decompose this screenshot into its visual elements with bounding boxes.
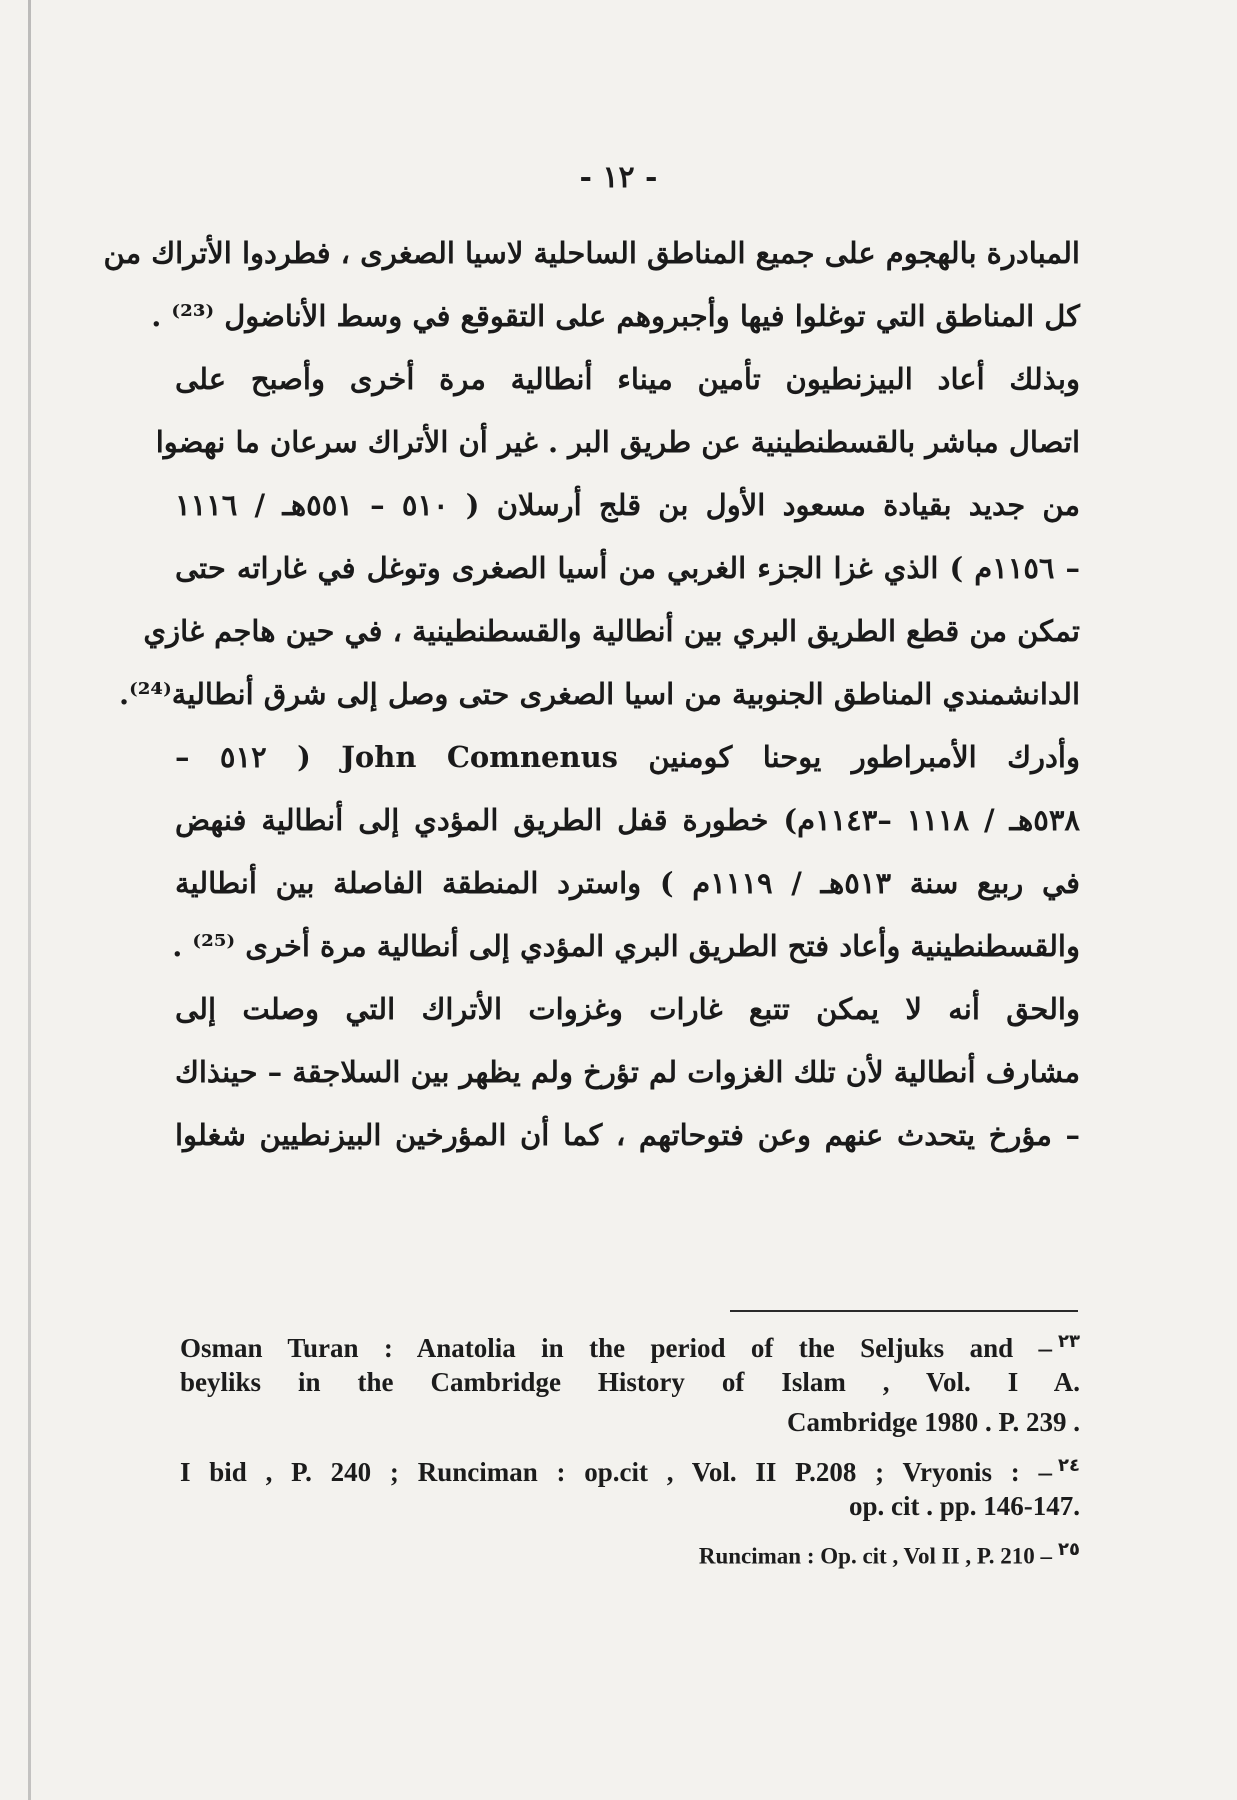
scan-edge [28,0,31,1800]
body-line: تمكن من قطع الطريق البري بين أنطالية والقسطنطينية ، في حين هاجم غازي [143,614,1080,648]
body-line: كل المناطق التي توغلوا فيها وأجبروهم على التقوقع في وسط الأناضول ⁽²³⁾ . [151,299,1080,333]
body-line: مشارف أنطالية لأن تلك الغزوات لم تؤرخ ولم يظهر بين السلاجقة – حينذاك [174,1055,1080,1089]
body-line: – ١١٥٦م ) الذي غزا الجزء الغربي من أسيا الصغرى وتوغل في غاراته حتى [175,551,1080,585]
footnote-23-line: beyliks in the Cambridge History of Islam , Vol. I A. [180,1367,1080,1397]
body-line: وأدرك الأمبراطور يوحنا كومنين John Comnenus ( ٥١٢ – [175,740,1080,774]
footnote-marker: ٢٣ [1058,1331,1080,1352]
body-line: وبذلك أعاد البيزنطيون تأمين ميناء أنطالية مرة أخرى وأصبح على [175,362,1080,396]
footnote-24-line: op. cit . pp. 146-147. [848,1491,1080,1521]
body-line: الدانشمندي المناطق الجنوبية من اسيا الصغرى حتى وصل إلى شرق أنطالية⁽²⁴⁾. [119,677,1080,711]
body-text [103,222,1081,1167]
body-line: في ربيع سنة ٥١٣هـ / ١١١٩م ) واسترد المنطقة الفاصلة بين أنطالية [175,866,1080,900]
footnote-rule [730,1310,1078,1312]
body-line: ٥٣٨هـ / ١١١٨ –١١٤٣م) خطورة قفل الطريق المؤدي إلى أنطالية فنهض [175,803,1080,837]
footnote-text: Runciman : Op. cit , Vol II , P. 210 – [698,1543,1053,1569]
body-line: والحق أنه لا يمكن تتبع غارات وغزوات الأتراك التي وصلت إلى [175,992,1080,1026]
footnote-marker: ٢٤ [1058,1455,1080,1476]
footnote-24-line [180,1446,1080,1486]
footnote-text: Osman Turan : Anatolia in the period of the Seljuks and – [180,1333,1053,1363]
body-line: اتصال مباشر بالقسطنطينية عن طريق البر . غير أن الأتراك سرعان ما نهضوا [155,425,1080,459]
footnote-23-line: Cambridge 1980 . P. 239 . [786,1407,1080,1437]
footnote-text: I bid , P. 240 ; Runciman : op.cit , Vol. II P.208 ; Vryonis : – [180,1457,1053,1487]
body-line: والقسطنطينية وأعاد فتح الطريق البري المؤدي إلى أنطالية مرة أخرى ⁽²⁵⁾ . [172,929,1080,963]
body-line: – مؤرخ يتحدث عنهم وعن فتوحاتهم ، كما أن المؤرخين البيزنطيين شغلوا [175,1118,1080,1152]
footnote-23-line [180,1322,1080,1362]
body-line: المبادرة بالهجوم على جميع المناطق الساحلية لاسيا الصغرى ، فطردوا الأتراك من [103,236,1080,270]
body-line: من جديد بقيادة مسعود الأول بن قلج أرسلان ( ٥١٠ – ٥٥١هـ / ١١١٦ [175,488,1081,522]
footnote-marker: ٢٥ [1058,1539,1080,1560]
footnote-25-line [180,1530,1080,1570]
footnotes [180,1322,1080,1570]
page-number: - ١٢ - [579,160,658,195]
